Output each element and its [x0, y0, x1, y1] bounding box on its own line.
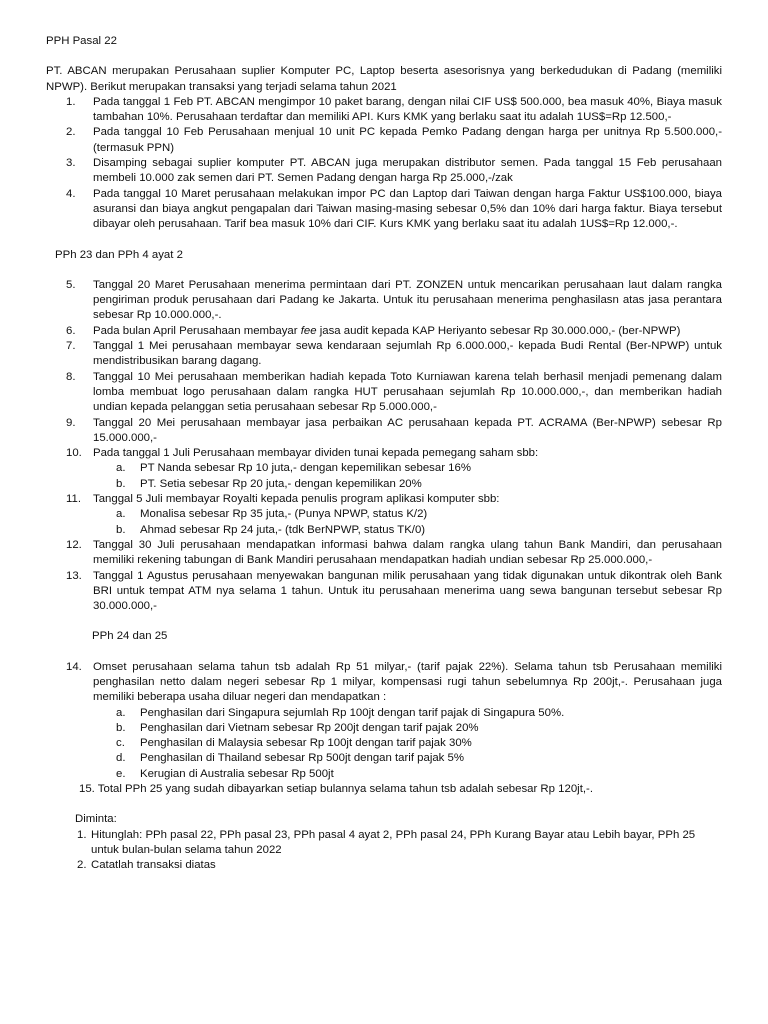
sub-list-item: [93, 721, 722, 736]
sub-list: [93, 461, 722, 492]
sub-list-item: [93, 461, 722, 476]
item-text: Tanggal 1 Agustus perusahaan menyewakan bangunan milik perusahaan yang tidak digunakan untuk dikontrak oleh Bank BRI untuk tempat ATM nya selama 1 tahun. Untuk itu perusahaan menerima uang sewa bangunan tersebut sebesar Rp 30.000.000,-: [93, 569, 722, 613]
item-text: Catatlah transaksi diatas: [91, 859, 216, 872]
list-item: [46, 538, 722, 569]
sub-item-text: PT. Setia sebesar Rp 20 juta,- dengan kepemilikan 20%: [140, 477, 422, 490]
sub-list-item: [93, 736, 722, 751]
sub-item-text: Penghasilan dari Vietnam sebesar Rp 200jt dengan tarif pajak 20%: [140, 721, 479, 734]
diminta-item: [46, 858, 722, 873]
item-text-before: Pada bulan April Perusahaan membayar: [93, 324, 301, 337]
section-heading-pph23: PPh 23 dan PPh 4 ayat 2: [55, 248, 183, 261]
list-item: [46, 278, 722, 324]
item-text: Hitunglah: PPh pasal 22, PPh pasal 23, PPh pasal 4 ayat 2, PPh pasal 24, PPh Kurang Bayar atau Lebih bayar, PPh 25 untuk bulan-bulan selama tahun 2022: [91, 828, 696, 856]
document-title: PPH Pasal 22: [46, 35, 117, 47]
list-item: [46, 156, 722, 187]
sub-item-letter: b.: [116, 721, 126, 734]
intro-paragraph: PT. ABCAN merupakan Perusahaan suplier Komputer PC, Laptop beserta asesorisnya yang berkedudukan di Padang (memiliki NPWP). Berikut merupakan transaksi yang terjadi selama tahun 2021: [46, 65, 722, 93]
item-number: 2.: [77, 859, 87, 872]
item-text: Tanggal 10 Mei perusahaan memberikan hadiah kepada Toto Kurniawan karena telah berhasil menjadi pemenang dalam lomba membuat logo perusahaan dalam rangka HUT perusahaan sejumlah Rp 10.000.000,-, dan memberikan hadiah undian kepada pelanggan setia perusahaan sebesar Rp 5.000.000,-: [93, 370, 722, 414]
sub-item-letter: b.: [116, 477, 126, 490]
sub-item-letter: d.: [116, 752, 126, 765]
list-item: [46, 569, 722, 615]
sub-list-item: [93, 507, 722, 522]
list-item: [46, 339, 722, 370]
sub-item-text: Penghasilan dari Singapura sejumlah Rp 100jt dengan tarif pajak di Singapura 50%.: [140, 706, 565, 719]
item-number: 1.: [77, 828, 87, 841]
sub-item-text: Penghasilan di Thailand sebesar Rp 500jt dengan tarif pajak 5%: [140, 752, 465, 765]
item-number: 8.: [66, 370, 76, 383]
item-number: 4.: [66, 187, 76, 200]
item-15: 15. Total PPh 25 yang sudah dibayarkan setiap bulannya selama tahun tsb adalah sebesar Rp 120jt,-.: [79, 783, 593, 796]
diminta-item: [46, 828, 722, 859]
list-item: [46, 660, 722, 782]
item-text: Tanggal 20 Maret Perusahaan menerima permintaan dari PT. ZONZEN untuk mencarikan perusahaan laut dalam rangka pengiriman produk perusahaan dari Padang ke Jakarta. Untuk itu perusahaan menerima penghasilasn atas jasa perantara sebesar Rp 10.000.000,-.: [93, 278, 722, 322]
item-text: Omset perusahaan selama tahun tsb adalah Rp 51 milyar,- (tarif pajak 22%). Selama tahun tsb Perusahaan memiliki penghasilan netto dalam negeri sebesar Rp 1 milyar, kompensasi rugi tahun sebelumnya Rp 200jt,-. Perusahaan juga memiliki beberapa usaha diluar negeri dan mendapatkan :: [93, 660, 722, 704]
item-number: 2.: [66, 126, 76, 139]
item-number: 7.: [66, 340, 76, 353]
item-text: Tanggal 20 Mei perusahaan membayar jasa perbaikan AC perusahaan kepada PT. ACRAMA (Ber-NPWP) sebesar Rp 15.000.000,-: [93, 416, 722, 444]
sub-list-item: [93, 477, 722, 492]
section1-list: [46, 95, 722, 233]
item-number: 5.: [66, 278, 76, 291]
list-item: [46, 446, 722, 492]
item-text: Tanggal 1 Mei perusahaan membayar sewa kendaraan sejumlah Rp 6.000.000,- kepada Budi Rental (Ber-NPWP) untuk mendistribusikan barang dagang.: [93, 340, 722, 368]
item-number: 14.: [66, 660, 82, 673]
item-number: 3.: [66, 157, 76, 170]
item-text-emphasis: fee: [300, 324, 317, 337]
sub-item-text: Penghasilan di Malaysia sebesar Rp 100jt dengan tarif pajak 30%: [140, 737, 472, 750]
item-number: 11.: [66, 493, 81, 506]
sub-item-text: Monalisa sebesar Rp 35 juta,- (Punya NPWP, status K/2): [140, 508, 428, 521]
item-number: 12.: [66, 538, 82, 551]
sub-item-letter: e.: [116, 767, 126, 780]
sub-list-item: [93, 751, 722, 766]
sub-item-letter: c.: [116, 737, 125, 750]
item-text: Tanggal 30 Juli perusahaan mendapatkan informasi bahwa dalam rangka ulang tahun Bank Mandiri, dan perusahaan memiliki rekening tabungan di Bank Mandiri perusahaan mendapatkan hadiah undian sebesar Rp 25.000.000,-: [93, 538, 722, 567]
sub-item-text: PT Nanda sebesar Rp 10 juta,- dengan kepemilikan sebesar 16%: [140, 462, 471, 475]
item-text: Pada tanggal 1 Feb PT. ABCAN mengimpor 10 paket barang, dengan nilai CIF US$ 500.000, bea masuk 40%, Biaya masuk tambahan 10%. Perusahaan terdaftar dan memiliki API. Kurs KMK yang berlaku saat itu adalah 1US$=Rp 12.500,-: [93, 95, 722, 124]
item-number: 1.: [66, 95, 76, 108]
sub-item-text: Ahmad sebesar Rp 24 juta,- (tdk BerNPWP, status TK/0): [140, 523, 426, 536]
sub-item-text: Kerugian di Australia sebesar Rp 500jt: [140, 767, 334, 780]
item-number: 13.: [66, 569, 82, 582]
item-text: Disamping sebagai suplier komputer PT. ABCAN juga merupakan distributor semen. Pada tanggal 15 Feb perusahaan membeli 10.000 zak semen dari PT. Semen Padang dengan harga Rp 25.000,-/zak: [93, 157, 722, 185]
sub-list-item: [93, 767, 722, 782]
sub-item-letter: a.: [116, 462, 126, 475]
item-text-after: jasa audit kepada KAP Heriyanto sebesar Rp 30.000.000,- (ber-NPWP): [316, 324, 681, 337]
diminta-heading: Diminta:: [75, 813, 117, 826]
sub-item-letter: a.: [116, 508, 126, 521]
list-item: [46, 370, 722, 416]
item-number: 10.: [66, 447, 82, 460]
item-text: Pada tanggal 10 Feb Perusahaan menjual 10 unit PC kepada Pemko Padang dengan harga per unitnya Rp 5.500.000,- (termasuk PPN): [93, 126, 722, 154]
sub-list-item: [93, 523, 722, 538]
item-text: Tanggal 5 Juli membayar Royalti kepada penulis program aplikasi komputer sbb:: [93, 493, 500, 506]
list-item: [46, 324, 722, 339]
sub-list: [93, 706, 722, 782]
list-item: [46, 95, 722, 126]
list-item: [46, 187, 722, 233]
section2-list: [46, 278, 722, 615]
list-item: [46, 125, 722, 156]
diminta-list: [46, 828, 722, 874]
sub-list: [93, 507, 722, 538]
item-number: 9.: [66, 416, 76, 429]
sub-item-letter: b.: [116, 523, 126, 536]
list-item: [46, 492, 722, 538]
section-heading-pph24: PPh 24 dan 25: [92, 630, 168, 643]
item-text: Pada tanggal 10 Maret perusahaan melakukan impor PC dan Laptop dari Taiwan dengan harga Faktur US$100.000, biaya asuransi dan biaya angkut pengapalan dari Taiwan masing-masing sebesar 0,5% dan 10% dari harga faktur. Biaya tersebut dibayar oleh perusahaan. Tarif bea masuk 10% dari CIF. Kurs KMK yang berlaku saat itu adalah 1US$=Rp 12.000,-.: [93, 187, 722, 231]
sub-list-item: [93, 706, 722, 721]
item-text: Pada tanggal 1 Juli Perusahaan membayar dividen tunai kepada pemegang saham sbb:: [93, 447, 539, 460]
list-item: [46, 416, 722, 447]
sub-item-letter: a.: [116, 706, 126, 719]
section3-list: [46, 660, 722, 782]
item-number: 6.: [66, 324, 76, 337]
